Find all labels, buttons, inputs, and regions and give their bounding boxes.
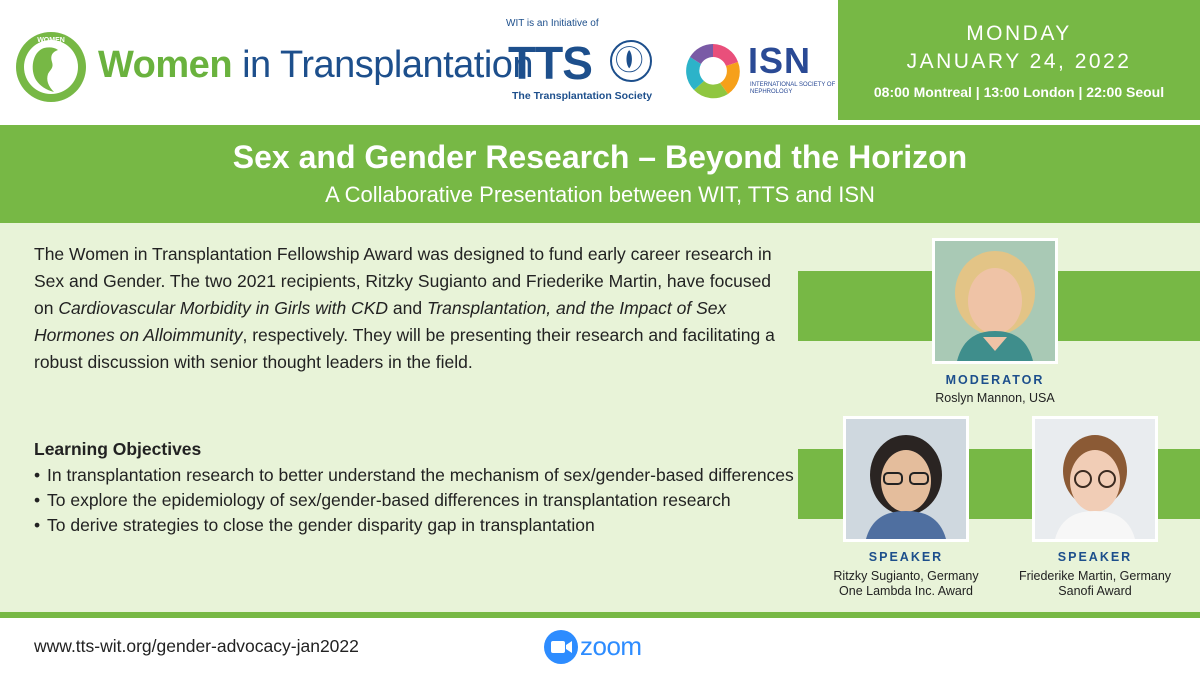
speaker-portrait-image (846, 419, 966, 539)
isn-globe-icon (682, 40, 744, 102)
speaker-award-1: One Lambda Inc. Award (839, 584, 973, 598)
intro-text-2: and (388, 298, 427, 318)
page-title: Sex and Gender Research – Beyond the Horizon (232, 139, 968, 175)
zoom-logo (544, 630, 664, 664)
speaker-portrait-image (1035, 419, 1155, 539)
moderator-name: Roslyn Mannon, USA (935, 391, 1055, 405)
content-panel (0, 223, 1200, 612)
speaker-name-2: Friederike Martin, Germany (1018, 569, 1172, 583)
header (0, 0, 1200, 120)
speaker-award-2: Sanofi Award (1058, 584, 1132, 598)
event-date: JANUARY 24, 2022 (906, 50, 1132, 73)
tts-seal-icon (610, 40, 652, 82)
intro-paragraph (34, 241, 794, 376)
learning-objectives-title: Learning Objectives (34, 439, 202, 459)
speaker-info-1 (806, 569, 1006, 599)
intro-text-3: , respectively. They will be presenting their research and facilitating a robust discussion with senior thought leaders in the field. (34, 325, 775, 372)
objective-item: • To derive strategies to close the gender disparity gap in transplantation (34, 515, 595, 535)
wit-title-women: Women (98, 44, 233, 86)
isn-logo (682, 36, 836, 106)
intro-text-1: The Women in Transplantation Fellowship Award was designed to fund early career research in Sex and Gender. The two 2021 recipients, Ritzky Sugianto and Friederike Martin, have focused on (34, 244, 772, 318)
event-date-box (838, 0, 1200, 120)
objective-item: • In transplantation research to better understand the mechanism of sex/gender-based differences (34, 465, 794, 485)
intro-italic-2: Transplantation, and the Impact of Sex Hormones on Alloimmunity (34, 298, 727, 345)
title-band (0, 125, 1200, 223)
isn-sub: INTERNATIONAL SOCIETY OF NEPHROLOGY (750, 82, 836, 95)
speaker-role-1: SPEAKER (868, 550, 944, 564)
moderator-photo (932, 238, 1058, 364)
tts-name: The Transplantation Society (512, 90, 653, 102)
wit-title-rest: in Transplantation (242, 44, 534, 86)
objective-text: To explore the epidemiology of sex/gender-based differences in transplantation research (47, 490, 731, 510)
event-times: 08:00 Montreal | 13:00 London | 22:00 Seoul (873, 84, 1165, 100)
learning-objectives-list (34, 463, 794, 538)
initiative-label: WIT is an Initiative of (506, 18, 599, 29)
moderator-role: MODERATOR (945, 373, 1045, 387)
objective-item: • To explore the epidemiology of sex/gender-based differences in transplantation research (34, 490, 731, 510)
objective-text: In transplantation research to better understand the mechanism of sex/gender-based differences (47, 465, 794, 485)
tts-logo (506, 18, 656, 108)
wit-title (98, 44, 533, 87)
event-url-link[interactable]: www.tts-wit.org/gender-advocacy-jan2022 (34, 636, 359, 656)
wit-logo-icon (14, 30, 88, 104)
footer-divider (0, 612, 1200, 618)
objective-text: To derive strategies to close the gender disparity gap in transplantation (47, 515, 595, 535)
speaker-photo-2 (1032, 416, 1158, 542)
svg-text:WOMEN: WOMEN (37, 37, 65, 44)
zoom-camera-icon (544, 630, 578, 664)
speaker-info-2 (995, 569, 1195, 599)
moderator-portrait-image (935, 241, 1055, 361)
tts-letters: TTS (508, 37, 592, 89)
zoom-wordmark: zoom (580, 631, 642, 661)
isn-letters: ISN (748, 40, 812, 81)
page-subtitle: A Collaborative Presentation between WIT, TTS and ISN (325, 182, 875, 207)
intro-italic-1: Cardiovascular Morbidity in Girls with CKD (58, 298, 388, 318)
event-day: MONDAY (966, 22, 1072, 45)
speaker-name-1: Ritzky Sugianto, Germany (833, 569, 979, 583)
speaker-photo-1 (843, 416, 969, 542)
speaker-role-2: SPEAKER (1057, 550, 1133, 564)
